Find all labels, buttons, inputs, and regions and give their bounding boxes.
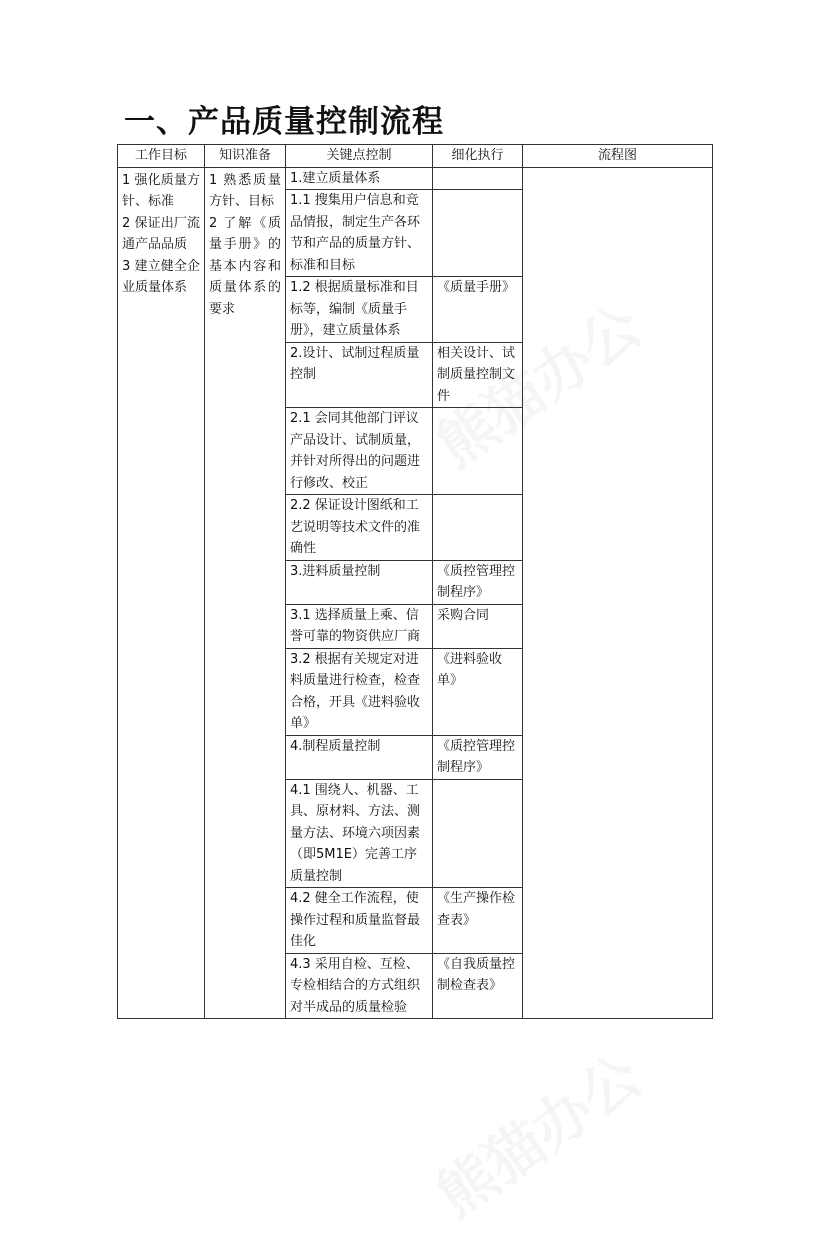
col-header-goal: 工作目标 <box>118 145 205 168</box>
execution-cell: 《质量手册》 <box>433 277 523 343</box>
col-header-knowledge: 知识准备 <box>205 145 286 168</box>
knowledge-text: 1 熟悉质量方针、目标 2 了解《质量手册》的基本内容和质量体系的要求 <box>209 172 281 317</box>
key-control-cell: 4.1 围绕人、机器、工具、原材料、方法、测量方法、环境六项因素（即5M1E）完善工序质量控制 <box>286 779 433 888</box>
key-control-cell: 4.2 健全工作流程，使操作过程和质量监督最佳化 <box>286 888 433 954</box>
key-control-cell: 1.1 搜集用户信息和竞品情报，制定生产各环节和产品的质量方针、标准和目标 <box>286 190 433 277</box>
execution-cell <box>433 495 523 561</box>
key-control-cell: 3.1 选择质量上乘、信誉可靠的物资供应厂商 <box>286 604 433 648</box>
knowledge-cell <box>205 167 286 1019</box>
execution-cell: 《质控管理控制程序》 <box>433 735 523 779</box>
execution-cell: 采购合同 <box>433 604 523 648</box>
key-control-cell: 2.2 保证设计图纸和工艺说明等技术文件的准确性 <box>286 495 433 561</box>
watermark <box>417 1031 655 1233</box>
execution-cell: 《自我质量控制检查表》 <box>433 953 523 1019</box>
col-header-flowchart: 流程图 <box>523 145 713 168</box>
work-goals-text: 1 强化质量方针、标准 2 保证出厂流通产品品质 3 建立健全企业质量体系 <box>122 172 200 295</box>
col-header-key-control: 关键点控制 <box>286 145 433 168</box>
key-control-cell: 1.建立质量体系 <box>286 167 433 190</box>
key-control-cell: 3.2 根据有关规定对进料质量进行检查，检查合格，开具《进料验收单》 <box>286 648 433 735</box>
key-control-cell: 3.进料质量控制 <box>286 560 433 604</box>
header-row <box>118 145 713 168</box>
table-row <box>118 167 713 190</box>
execution-cell <box>433 779 523 888</box>
execution-cell: 《质控管理控制程序》 <box>433 560 523 604</box>
execution-cell: 相关设计、试制质量控制文件 <box>433 342 523 408</box>
page-title: 一、产品质量控制流程 <box>124 104 444 140</box>
flowchart-cell <box>523 167 713 1019</box>
execution-cell <box>433 167 523 190</box>
col-header-execution: 细化执行 <box>433 145 523 168</box>
key-control-cell: 2.1 会同其他部门评议产品设计、试制质量，并针对所得出的问题进行修改、校正 <box>286 408 433 495</box>
key-control-cell: 4.制程质量控制 <box>286 735 433 779</box>
key-control-cell: 1.2 根据质量标准和目标等，编制《质量手册》，建立质量体系 <box>286 277 433 343</box>
execution-cell: 《生产操作检查表》 <box>433 888 523 954</box>
key-control-cell: 2.设计、试制过程质量控制 <box>286 342 433 408</box>
process-table <box>117 144 713 1019</box>
key-control-cell: 4.3 采用自检、互检、专检相结合的方式组织对半成品的质量检验 <box>286 953 433 1019</box>
execution-cell: 《进料验收单》 <box>433 648 523 735</box>
execution-cell <box>433 190 523 277</box>
work-goals-cell <box>118 167 205 1019</box>
execution-cell <box>433 408 523 495</box>
